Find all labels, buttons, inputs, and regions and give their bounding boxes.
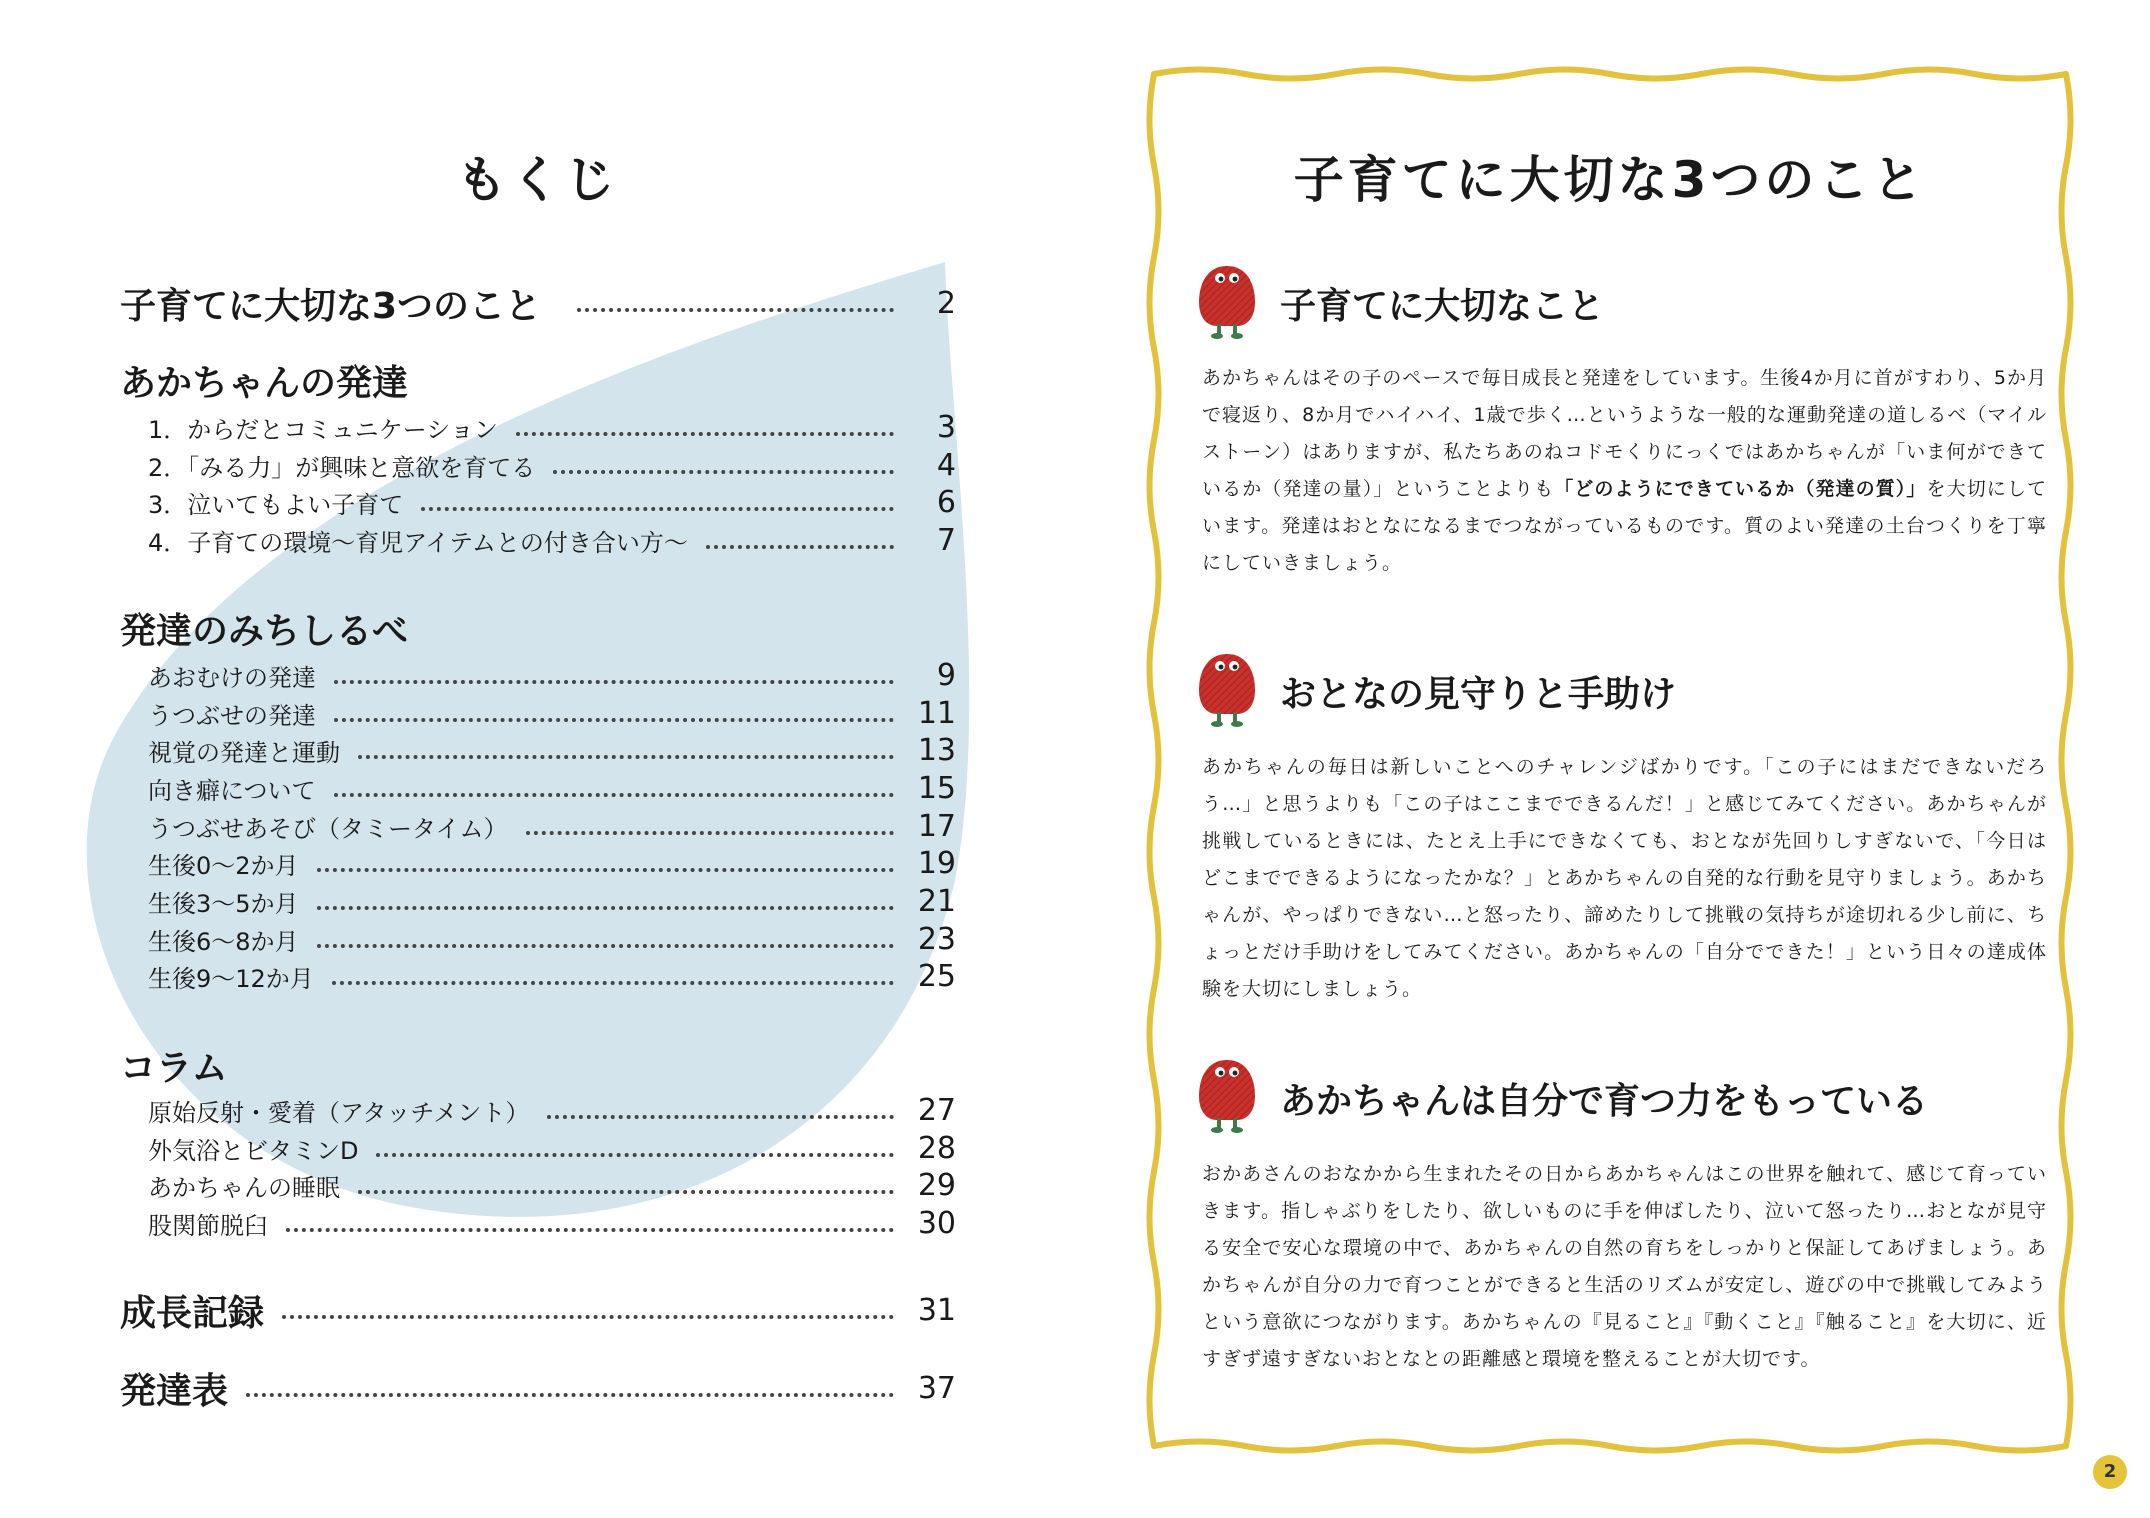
toc-item-page: 7 [936,523,956,558]
toc-entry-main[interactable] [120,278,956,329]
leader-dots [358,1190,894,1194]
toc-item[interactable] [148,809,956,844]
leader-dots [553,470,894,474]
leader-dots [421,507,894,511]
toc-item-label: うつぶせあそび（タミータイム） [148,815,508,843]
toc-item-page: 28 [917,1131,956,1166]
page-number-badge: 2 [2093,1455,2127,1489]
toc-item[interactable] [148,959,956,994]
toc-item[interactable] [148,1206,956,1241]
toc-item-label: 外気浴とビタミンD [148,1137,359,1165]
toc-item-label: あかちゃんの睡眠 [148,1174,340,1202]
toc-section-heading: 発達のみちしるべ [120,611,409,652]
toc-item-label: 原始反射・愛着（アタッチメント） [148,1099,530,1127]
toc-item-page: 25 [917,959,956,994]
toc-item-label: 生後0〜2か月 [148,852,299,880]
toc-entry-page: 31 [917,1293,956,1328]
toc-item[interactable] [148,884,956,919]
toc-item-label: 生後9〜12か月 [148,965,314,993]
toc-item-page: 11 [917,696,956,731]
toc-item-label: 股関節脱臼 [148,1212,268,1240]
toc-item-page: 15 [917,771,956,806]
leader-dots [358,755,894,759]
toc-item[interactable] [148,846,956,881]
toc-item[interactable] [148,922,956,957]
toc-entry-label: 発達表 [120,1371,229,1412]
toc-item[interactable] [148,1168,956,1203]
toc-item-label: 3．泣いてもよい子育て [148,491,404,519]
toc-title: もくじ [456,151,619,209]
toc-item[interactable] [148,1131,956,1166]
toc-section-heading: あかちゃんの発達 [120,363,409,404]
toc-item-label: 4．子育ての環境〜育児アイテムとの付き合い方〜 [148,529,688,557]
toc-item-page: 23 [917,922,956,957]
leader-dots [516,432,894,436]
toc-item-label: 1．からだとコミュニケーション [148,416,498,444]
leader-dots [334,680,894,684]
toc-item-page: 29 [917,1168,956,1203]
toc-item[interactable] [148,658,956,693]
toc-item-label: 2．「みる力」が興味と意欲を育てる [148,454,536,482]
toc-entry-page: 2 [936,286,956,321]
section-body: おかあさんのおなかから生まれたその日からあかちゃんはこの世界を触れて、感じて育っていきます。指しゃぶりをしたり、欲しいものに手を伸ばしたり、泣いて怒ったり…おとなが見守る安全で安心な環境の中で、あかちゃんの自然の育ちをしっかりと保証してあげましょう。あかちゃんが自分の力で育つことができると生活のリズムが安定し、遊びの中で挑戦してみようという意欲につながります。あかちゃんの『見ること』『動くこと』『触ること』を大切に、近すぎず遠すぎないおとなとの距離感と環境を整えることが大切です。 [1202,1163,2047,1370]
toc-item-label: 視覚の発達と運動 [148,739,340,767]
toc-item-page: 21 [917,884,956,919]
mascot-icon [1195,262,1259,342]
toc-item-label: うつぶせの発達 [148,702,316,730]
leader-dots [246,1393,894,1397]
toc-item[interactable] [148,696,956,731]
leader-dots [317,944,894,948]
toc-item-page: 17 [917,809,956,844]
toc-item-page: 13 [917,733,956,768]
leader-dots [706,545,894,549]
toc-entry-label: 成長記録 [120,1293,265,1334]
leader-dots [334,793,894,797]
toc-item-label: あおむけの発達 [148,664,316,692]
page-title: 子育てに大切な3つのこと [1293,151,1927,209]
toc-entry-development-chart[interactable] [120,1363,956,1414]
mascot-icon [1195,650,1259,730]
leader-dots [376,1153,894,1157]
toc-item-page: 27 [917,1093,956,1128]
toc-item[interactable] [148,771,956,806]
toc-item[interactable] [148,410,956,445]
toc-item[interactable] [148,448,956,483]
leader-dots [317,906,894,910]
toc-item-page: 6 [936,485,956,520]
toc-item[interactable] [148,523,956,558]
toc-item[interactable] [148,733,956,768]
leader-dots [547,1115,894,1119]
mascot-icon [1195,1056,1259,1136]
leader-dots [334,718,894,722]
section-heading: 子育てに大切なこと [1280,286,1605,327]
toc-item[interactable] [148,485,956,520]
toc-item-label: 生後6〜8か月 [148,928,299,956]
toc-item-page: 4 [936,448,956,483]
toc-item-label: 生後3〜5か月 [148,890,299,918]
section-heading: あかちゃんは自分で育つ力をもっている [1280,1081,1929,1122]
toc-item-page: 3 [936,410,956,445]
leader-dots [526,831,894,835]
toc-entry-label: 子育てに大切な3つのこと [120,286,542,327]
section-body: あかちゃんの毎日は新しいことへのチャレンジばかりです。「この子にはまだできないだろう…」と思うよりも「この子はここまでできるんだ！」と感じてみてください。あかちゃんが挑戦しているときには、たとえ上手にできなくても、おとなが先回りしすぎないで、「今日はどこまでできるようになったかな？」とあかちゃんの自発的な行動を見守りましょう。あかちゃんが、やっぱりできない…と怒ったり、諦めたりして挑戦の気持ちが途切れる少し前に、ちょっとだけ手助けをしてみてください。あかちゃんの「自分でできた！」という日々の達成体験を大切にしましょう。 [1202,756,2047,1000]
toc-item[interactable] [148,1093,956,1128]
toc-item-page: 19 [917,846,956,881]
toc-item-label: 向き癖について [148,777,316,805]
toc-entry-page: 37 [917,1371,956,1406]
toc-item-page: 9 [936,658,956,693]
leader-dots [577,308,894,312]
toc-item-page: 30 [917,1206,956,1241]
section-body: あかちゃんはその子のペースで毎日成長と発達をしています。生後4か月に首がすわり、5か月で寝返り、8か月でハイハイ、1歳で歩く…というような一般的な運動発達の道しるべ（マイルストーン）はありますが、私たちあのねコドモくりにっくではあかちゃんが「いま何ができているか（発達の量）」ということよりも「どのようにできているか（発達の質）」を大切にしています。発達はおとなになるまでつながっているものです。質のよい発達の土台つくりを丁寧にしていきましょう。 [1202,367,2047,574]
leader-dots [332,981,894,985]
leader-dots [282,1315,894,1319]
leader-dots [317,868,894,872]
section-heading: おとなの見守りと手助け [1280,674,1677,715]
toc-section-heading: コラム [120,1048,228,1089]
toc-entry-growth-record[interactable] [120,1285,956,1336]
leader-dots [286,1228,894,1232]
